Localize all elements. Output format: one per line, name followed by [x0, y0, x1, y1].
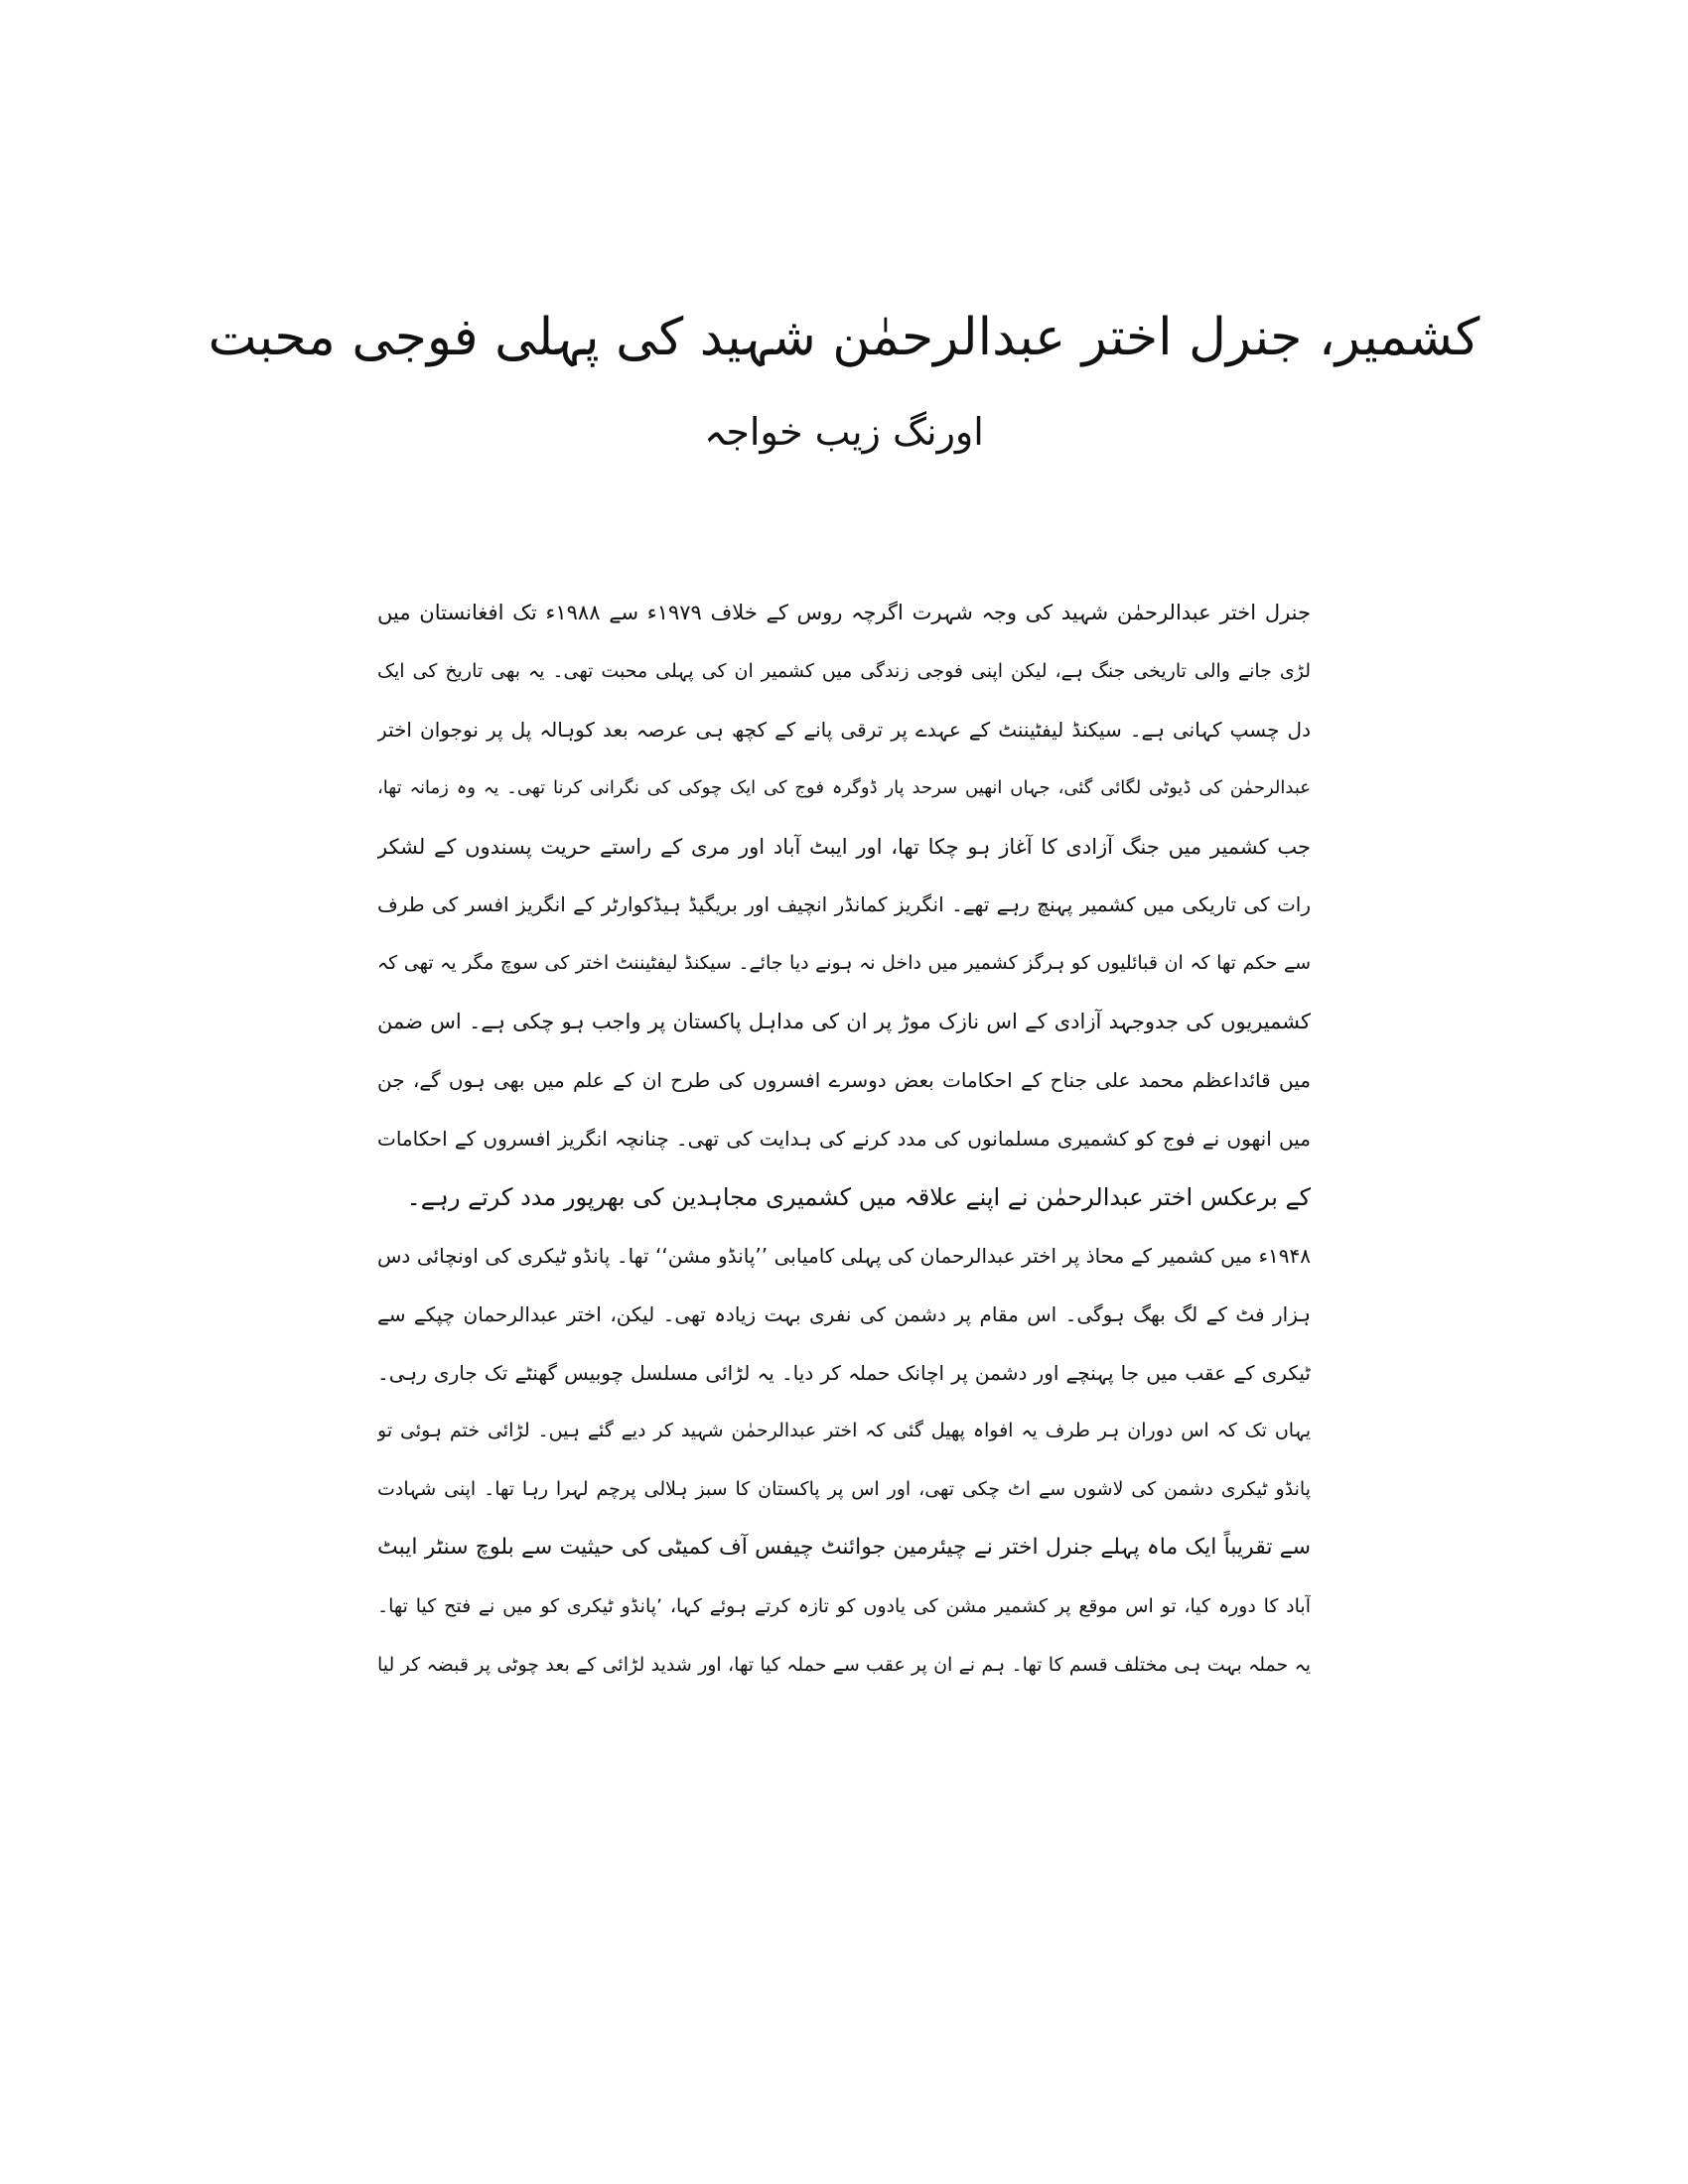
text-line: میں انھوں نے فوج کو کشمیری مسلمانوں کی مدد کرنے کی ہدایت کی تھی۔ چنانچہ انگریز افسروں کے احکامات: [377, 1127, 1311, 1152]
text-line: رات کی تاریکی میں کشمیر پہنچ رہے تھے۔ انگریز کمانڈر انچیف اور بریگیڈ ہیڈکوارٹر کے انگریز افسر کی طرف: [377, 892, 1311, 917]
article-body: [377, 584, 1311, 1695]
article-title: کشمیر، جنرل اختر عبدالرحمٰن شہید کی پہلی فوجی محبت: [208, 308, 1480, 367]
text-line: سے حکم تھا کہ ان قبائلیوں کو ہرگز کشمیر میں داخل نہ ہونے دیا جائے۔ سیکنڈ لیفٹیننٹ اختر کی سوچ مگر یہ تھی کہ: [377, 952, 1311, 975]
text-line: پانڈو ٹیکری دشمن کی لاشوں سے اٹ چکی تھی، اور اس پر پاکستان کا سبز ہلالی پرچم لہرا رہا تھا۔ اپنی شہادت: [377, 1478, 1311, 1501]
text-line: ہزار فٹ کے لگ بھگ ہوگی۔ اس مقام پر دشمن کی نفری بہت زیادہ تھی۔ لیکن، اختر عبدالرحمان چپکے سے: [377, 1301, 1311, 1326]
text-line: ٹیکری کے عقب میں جا پہنچے اور دشمن پر اچانک حملہ کر دیا۔ یہ لڑائی مسلسل چوبیس گھنٹے تک جاری رہی۔: [377, 1360, 1311, 1385]
paragraph-1: [377, 584, 1311, 1227]
text-line: سے تقریباً ایک ماہ پہلے جنرل اختر نے چیئرمین جوائنٹ چیفس آف کمیٹی کی حیثیت سے بلوچ سنٹر ایبٹ: [377, 1535, 1311, 1561]
text-line: یہ حملہ بہت ہی مختلف قسم کا تھا۔ ہم نے ان پر عقب سے حملہ کیا تھا، اور شدید لڑائی کے بعد چوٹی پر قبضہ کر لیا: [377, 1654, 1311, 1677]
article-author: اورنگ زیب خواجہ: [704, 410, 984, 454]
text-line: یہاں تک کہ اس دوران ہر طرف یہ افواہ پھیل گئی کہ اختر عبدالرحمٰن شہید کر دیے گئے ہیں۔ لڑائی ختم ہوئی تو: [377, 1420, 1311, 1442]
text-line: دل چسپ کہانی ہے۔ سیکنڈ لیفٹیننٹ کے عہدے پر ترقی پانے کے کچھ ہی عرصہ بعد کوہالہ پل پر نوجوان اختر: [377, 717, 1311, 742]
text-line: میں قائداعظم محمد علی جناح کے احکامات بعض دوسرے افسروں کی طرح ان کے علم میں بھی ہوں گے، جن: [377, 1068, 1311, 1093]
text-line: آباد کا دورہ کیا، تو اس موقع پر کشمیر مشن کی یادوں کو تازہ کرتے ہوئے کہا، ’پانڈو ٹیکری کو میں نے فتح کیا تھا۔: [377, 1595, 1311, 1618]
paragraph-2: [377, 1227, 1311, 1695]
text-line: جنرل اختر عبدالرحمٰن شہید کی وجہ شہرت اگرچہ روس کے خلاف ۱۹۷۹ء سے ۱۹۸۸ء تک افغانستان میں: [377, 601, 1311, 624]
text-line: جب کشمیر میں جنگ آزادی کا آغاز ہو چکا تھا، اور ایبٹ آباد اور مری کے راستے حریت پسندوں کے لشکر: [377, 834, 1311, 859]
text-line: کشمیریوں کی جدوجہد آزادی کے اس نازک موڑ پر ان کی مداہل پاکستان پر واجب ہو چکی ہے۔ اس ضمن: [377, 1010, 1311, 1034]
text-line: لڑی جانے والی تاریخی جنگ ہے، لیکن اپنی فوجی زندگی میں کشمیر ان کی پہلی محبت تھی۔ یہ بھی تاریخ کی ایک: [377, 659, 1311, 682]
text-line: ۱۹۴۸ء میں کشمیر کے محاذ پر اختر عبدالرحمان کی پہلی کامیابی ’’پانڈو مشن‘‘ تھا۔ پانڈو ٹیکری کی اونچائی دس: [377, 1243, 1311, 1268]
text-line: عبدالرحمٰن کی ڈیوٹی لگائی گئی، جہاں انھیں سرحد پار ڈوگرہ فوج کی ایک چوکی کی نگرانی کرنا تھی۔ یہ وہ زمانہ تھا،: [377, 776, 1311, 798]
text-line: کے برعکس اختر عبدالرحمٰن نے اپنے علاقہ میں کشمیری مجاہدین کی بھرپور مدد کرتے رہے۔: [406, 1182, 1311, 1211]
